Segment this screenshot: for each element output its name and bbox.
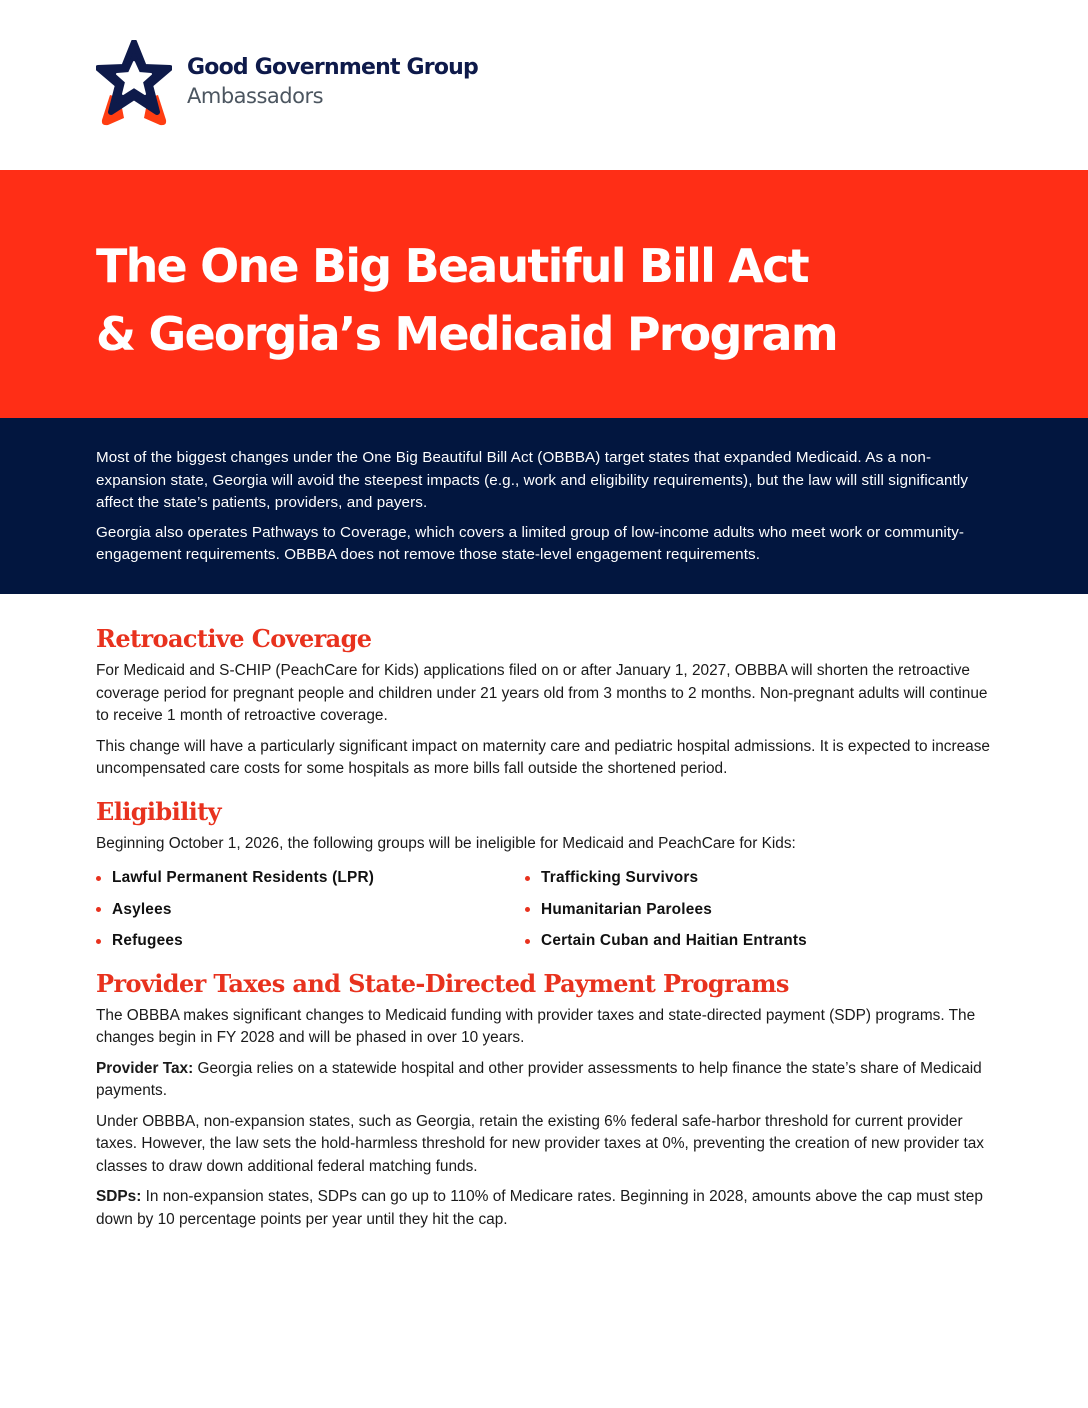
ineligible-groups-list: [96, 867, 996, 953]
brand-name: Good Government Group: [187, 55, 478, 80]
list-item-label: Asylees: [112, 900, 172, 918]
section-heading: Eligibility: [96, 796, 221, 826]
lead-label: SDPs:: [96, 1188, 142, 1205]
list-item: [525, 867, 954, 890]
section-retroactive-coverage: [96, 622, 996, 781]
star-icon: [96, 40, 172, 128]
paragraph-sdps: [96, 1186, 996, 1231]
brand-wordmark: [187, 54, 478, 110]
logo-mark: [96, 40, 172, 128]
list-item-label: Lawful Permanent Residents (LPR): [112, 869, 375, 886]
list-item: [525, 899, 954, 922]
bullet-icon: [525, 907, 530, 912]
bullet-icon: [525, 939, 530, 944]
paragraph-provider-tax: [96, 1058, 996, 1103]
bullet-icon: [525, 876, 530, 881]
paragraph: For Medicaid and S-CHIP (PeachCare for Kids) applications filed on or after January 1, 2027, OBBBA will shorten the retroactive coverage period for pregnant people and children under 21 years old from 3 months to 2 months. Non-pregnant adults will continue to receive 1 month of retroactive coverage.: [96, 662, 988, 724]
lead-label: Provider Tax:: [96, 1059, 194, 1077]
section-eligibility: [96, 795, 996, 953]
intro-paragraph-1: Most of the biggest changes under the One Big Beautiful Bill Act (OBBBA) target states that expanded Medicaid. As a non-expansion state, Georgia will avoid the steepest impacts (e.g., work and eligibility requirements), but the law will still significantly affect the state’s patients, providers, and payers.: [96, 449, 969, 511]
list-item: [96, 867, 525, 890]
brand-subtitle: Ambassadors: [187, 84, 324, 108]
section-heading: Provider Taxes and State-Directed Payment Programs: [96, 968, 789, 998]
paragraph: Under OBBBA, non-expansion states, such as Georgia, retain the existing 6% federal safe-harbor threshold for current provider taxes. However, the law sets the hold-harmless threshold for new provider taxes at 0%, preventing the creation of new provider tax classes to draw down additional federal matching funds.: [96, 1112, 984, 1175]
list-item-label: Certain Cuban and Haitian Entrants: [541, 932, 807, 949]
paragraph: This change will have a particularly significant impact on maternity care and pediatric hospital admissions. It is expected to increase uncompensated care costs for some hospitals as more bills fall outside the shortened period.: [96, 737, 990, 777]
intro-paragraph-2: Georgia also operates Pathways to Coverage, which covers a limited group of low-income adults who meet work or community-engagement requirements. OBBBA does not remove those state-level engagement requirements.: [96, 523, 965, 563]
bullet-icon: [96, 876, 101, 881]
page-header: [0, 0, 1088, 170]
bullet-icon: [96, 907, 101, 912]
list-item: [96, 930, 525, 953]
intro-text: [96, 447, 996, 567]
bullet-icon: [96, 939, 101, 944]
list-item-label: Trafficking Survivors: [541, 869, 699, 886]
list-item: [525, 930, 954, 953]
list-item-label: Refugees: [112, 932, 183, 949]
list-item-label: Humanitarian Parolees: [541, 900, 712, 918]
main-content: [96, 622, 996, 1231]
paragraph: The OBBBA makes significant changes to Medicaid funding with provider taxes and state-directed payment (SDP) programs. The changes begin in FY 2028 and will be phased in over 10 years.: [96, 1006, 976, 1046]
title-line-2: & Georgia’s Medicaid Program: [96, 307, 837, 361]
title-line-1: The One Big Beautiful Bill Act: [96, 239, 808, 293]
paragraph: Beginning October 1, 2026, the following groups will be ineligible for Medicaid and PeachCare for Kids:: [96, 834, 796, 852]
paragraph-body: Georgia relies on a statewide hospital and other provider assessments to help finance the state’s share of Medicaid payments.: [96, 1059, 982, 1099]
section-heading: Retroactive Coverage: [96, 624, 372, 653]
page-title: [96, 232, 837, 368]
section-provider-taxes: [96, 967, 996, 1232]
list-item: [96, 899, 525, 922]
paragraph-body: In non-expansion states, SDPs can go up to 110% of Medicare rates. Beginning in 2028, amounts above the cap must step down by 10 percentage points per year until they hit the cap.: [96, 1188, 983, 1228]
